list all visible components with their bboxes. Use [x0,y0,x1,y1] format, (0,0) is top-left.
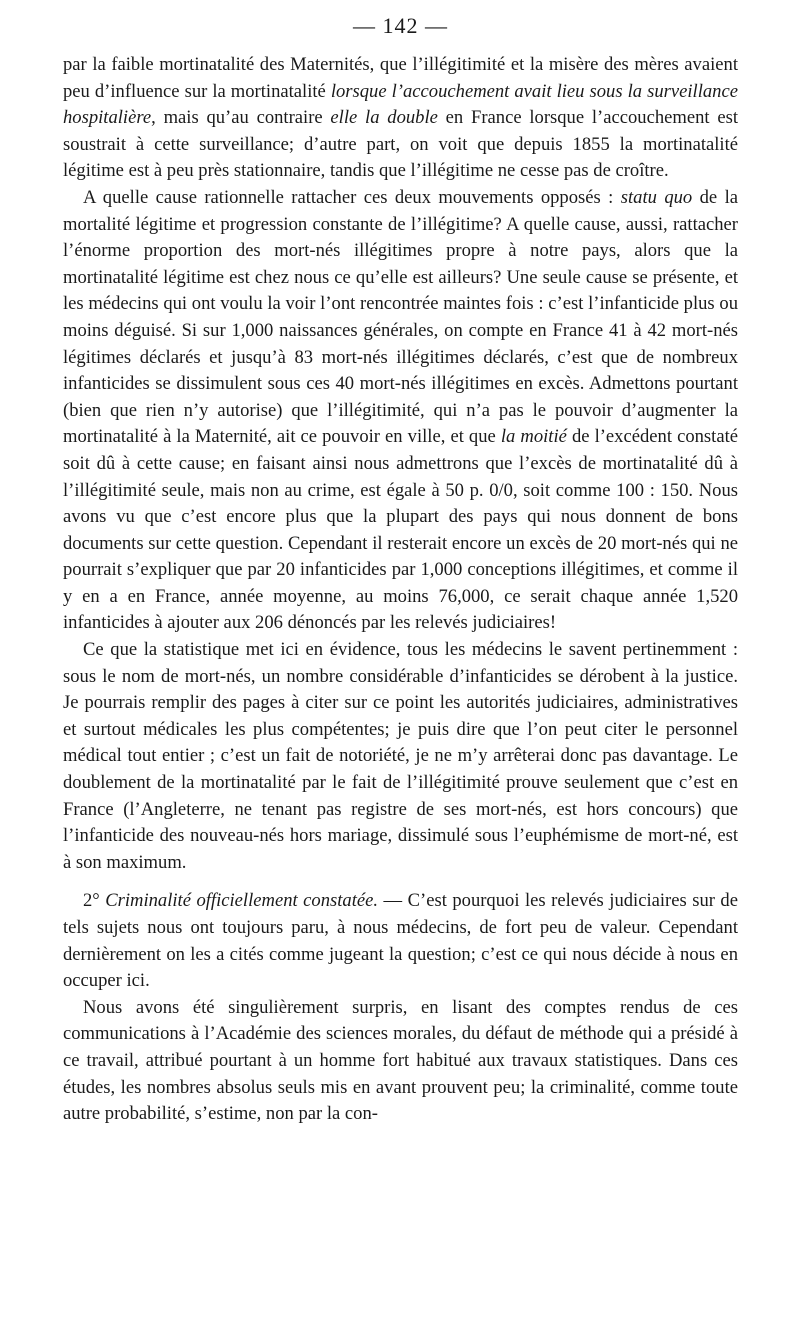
italic-text: Criminalité officiellement constatée. [105,890,379,912]
text-run: — C’est pourquoi les relevés judiciaires sur de tels sujets nous ont toujours paru, à nous médecins, de fort peu de valeur. Cependant dernièrement on les a cités comme jugeant la question; c’est ce qui nous décide à nous en occuper ici. [63,890,738,992]
text-run: Ce que la statistique met ici en évidence, tous les médecins le savent pertinemment : sous le nom de mort-nés, un nombre considérable d’infanticides se dérobent à la justice. Je pourrais remplir des pages à citer sur ce point les autorités judiciaires, administratives et surtout médicales les plus compétentes; je puis dire que l’on peut citer le personnel médical tout entier ; c’est un fait de notoriété, je ne m’y arrêterai donc pas davantage. Le doublement de la mortinatalité par le fait de l’illégitimité prouve seulement que c’est en France (l’Angleterre, ne tenant pas registre de ses mort-nés, est hors concours) que l’infanticide des nouveau-nés hors mariage, dissimulé sous l’euphémisme de mort-né, est à son maximum. [63,639,738,873]
text-run: de la mortalité légitime et progression constante de l’illégitime? A quelle cause, aussi, rattacher l’énorme proportion des mort-nés illégitimes propre à notre pays, alors que la mortinatalité légitime est chez nous ce qu’elle est ailleurs? Une seule cause se présente, et les médecins qui ont voulu la voir l’ont rencontrée maintes fois : c’est l’infanticide plus ou moins déguisé. Si sur 1,000 naissances générales, on compte en France 41 à 42 mort-nés légitimes déclarés et jusqu’à 83 mort-nés illégitimes déclarés, c’est que de nombreux infanticides se dissimulent sous ces 40 mort-nés illégitimes en excès. Admettons pourtant (bien que rien n’y autorise) que l’illégitimité, qui n’a pas le pouvoir d’augmenter la mortinatalité à la Maternité, ait ce pouvoir en ville, et que [63,186,739,448]
italic-text: la moitié [500,426,567,448]
text-run: Nous avons été singulièrement surpris, en lisant des comptes rendus de ces communications à l’Académie des sciences morales, du défaut de méthode qui a présidé à ce travail, attribué pourtant à un homme fort habitué aux travaux statistiques. Dans ces études, les nombres absolus seuls mis en avant prouvent peu; la criminalité, comme toute autre probabilité, s’estime, non par la con- [63,996,738,1125]
page-number-text: — 142 — [353,13,448,38]
paragraph [63,995,738,1128]
paragraph [63,888,738,994]
text-run: 2° [83,890,106,912]
text-run: en France lorsque l’accouchement est soustrait à cette surveillance; d’autre part, on voit que depuis 1855 la mortinatalité légitime est à peu près stationnaire, tandis que l’illégitime ne cesse pas de croître. [63,107,738,182]
italic-text: statu quo [620,186,693,208]
text-run: A quelle cause rationnelle rattacher ces deux mouvements opposés : [83,186,621,208]
page-number [63,12,738,40]
text-run: par la faible mortinatalité des Maternités, que l’illégitimité et la misère des mères avaient peu d’influence sur la mortinatalité [63,54,738,102]
text-run: , mais qu’au contraire [151,107,331,129]
italic-text: lorsque l’accouchement avait lieu sous la surveillance hospitalière [63,80,738,129]
italic-text: elle la double [330,107,438,129]
document-page [63,12,738,1128]
text-run: de l’excédent constaté soit dû à cette cause; en faisant ainsi nous admettrons que l’excès de mortinatalité dû à l’illégitimité seule, mais non au crime, est égale à 50 p. 0/0, soit comme 100 : 150. Nous avons vu que c’est encore plus que la plupart des pays qui nous donnent de bons documents sur cette question. Cependant il resterait encore un excès de 20 mort-nés qui ne pourrait s’expliquer que par 20 infanticides par 1,000 conceptions illégitimes, et comme il y en a en France, année moyenne, au moins 76,000, ce serait chaque année 1,520 infanticides à ajouter aux 206 dénoncés par les relevés judiciaires! [63,426,738,634]
paragraph [63,52,738,185]
paragraph [63,637,738,876]
paragraph [63,185,738,637]
